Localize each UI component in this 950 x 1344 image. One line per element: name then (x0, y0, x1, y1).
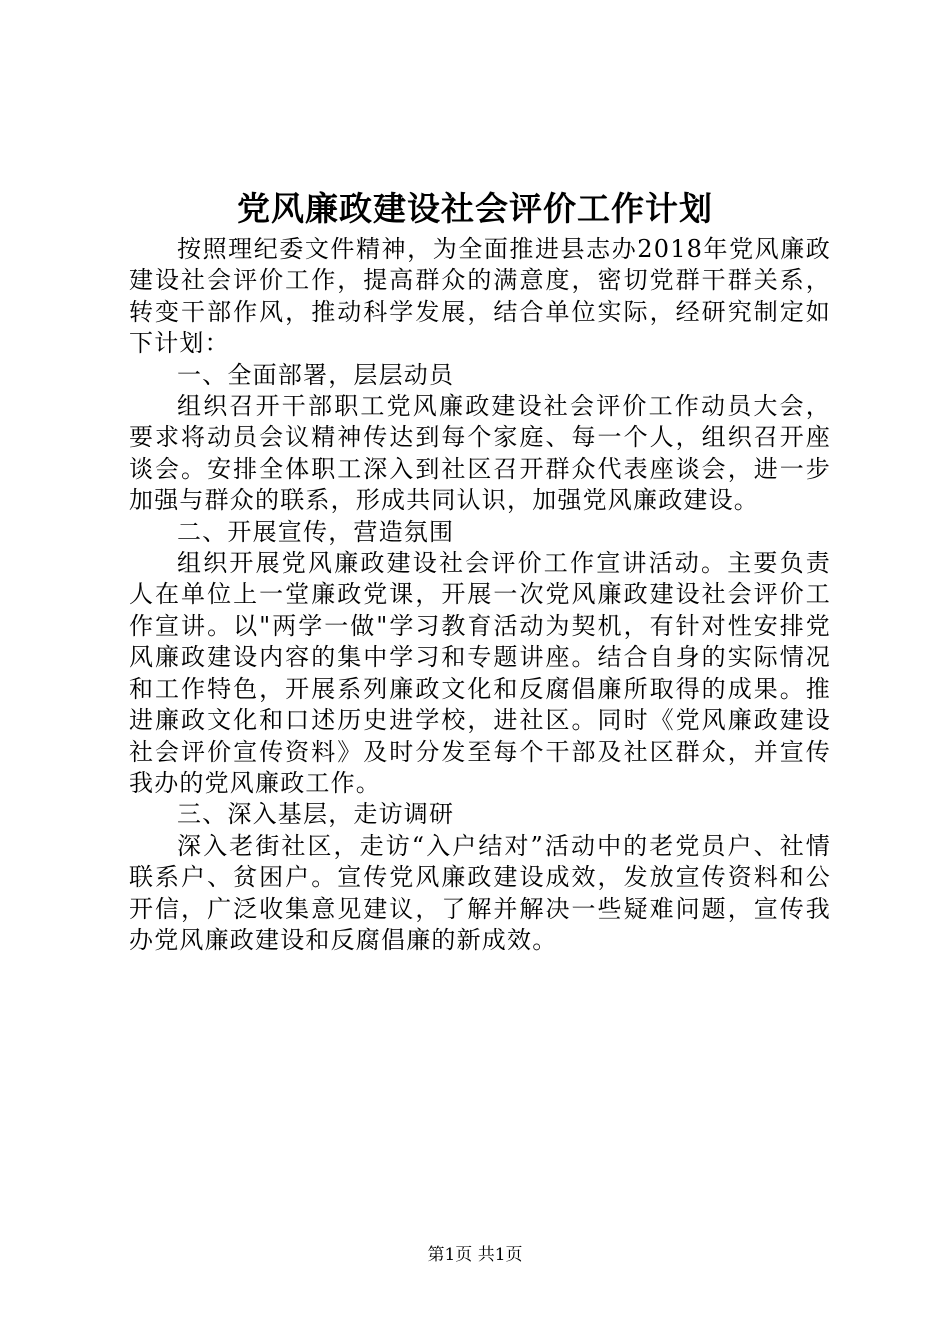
page-footer: 第1页 共1页 (427, 1245, 523, 1265)
section-heading-2: 二、开展宣传，营造氛围 (177, 517, 455, 546)
section-paragraph-3: 深入老街社区，走访“入户结对”活动中的老党员户、社情联系户、贫困户。宣传党风廉政建设成效，发放宣传资料和公开信，广泛收集意见建议，了解并解决一些疑难问题，宣传我办党风廉政建设和反腐倡廉的新成效。 (129, 831, 831, 954)
section-paragraph-1: 组织召开干部职工党风廉政建设社会评价工作动员大会，要求将动员会议精神传达到每个家庭、每一个人，组织召开座谈会。安排全体职工深入到社区召开群众代表座谈会，进一步加强与群众的联系，形成共同认识，加强党风廉政建设。 (129, 392, 831, 515)
section-heading-1: 一、全面部署，层层动员 (177, 360, 455, 389)
intro-paragraph: 按照理纪委文件精神，为全面推进县志办2018年党风廉政建设社会评价工作，提高群众的满意度，密切党群干群关系，转变干部作风，推动科学发展，结合单位实际，经研究制定如下计划： (129, 235, 831, 358)
document-body (129, 234, 831, 956)
section-heading-3: 三、深入基层，走访调研 (177, 800, 455, 829)
section-paragraph-2: 组织开展党风廉政建设社会评价工作宣讲活动。主要负责人在单位上一堂廉政党课，开展一次党风廉政建设社会评价工作宣讲。以"两学一做"学习教育活动为契机，有针对性安排党风廉政建设内容的集中学习和专题讲座。结合自身的实际情况和工作特色，开展系列廉政文化和反腐倡廉所取得的成果。推进廉政文化和口述历史进学校，进社区。同时《党风廉政建设社会评价宣传资料》及时分发至每个干部及社区群众，并宣传我办的党风廉政工作。 (129, 549, 831, 797)
document-title: 党风廉政建设社会评价工作计划 (237, 189, 713, 228)
